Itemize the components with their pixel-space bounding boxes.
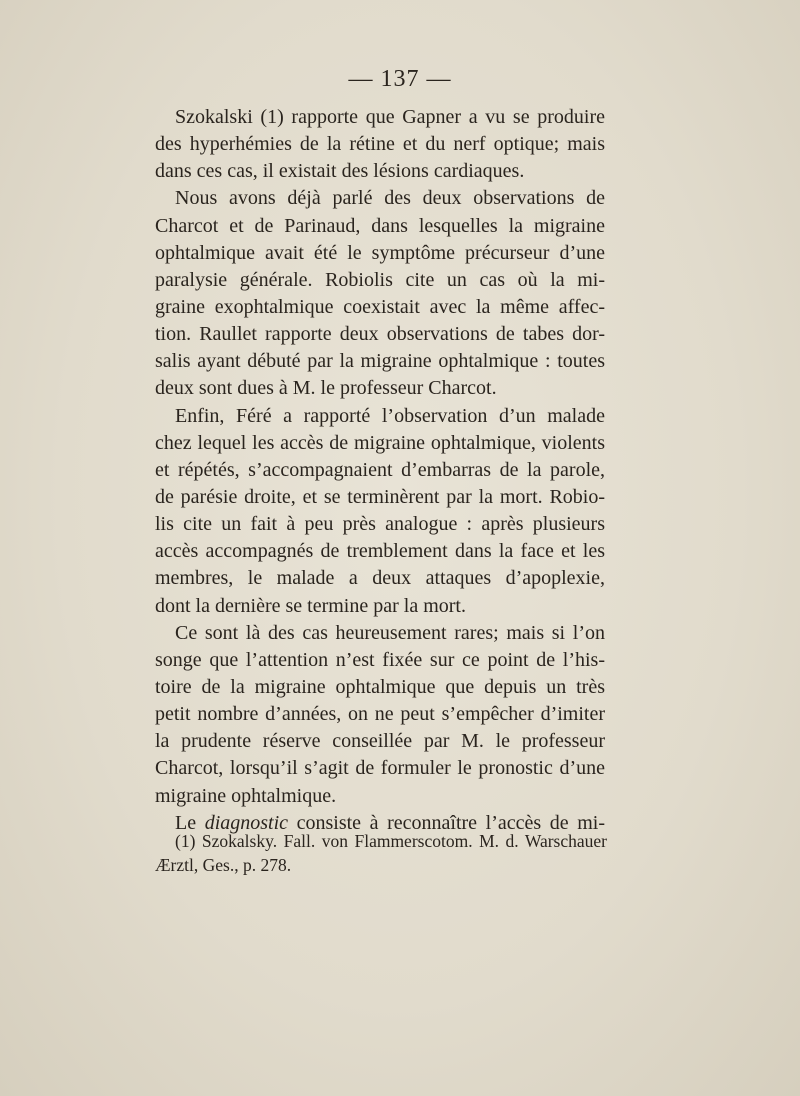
text-line: des hyperhémies de la rétine et du nerf optique; mais [155,133,605,156]
text-line: ophtalmique avait été le symptôme précurseur d’une [155,241,605,264]
footnote-line: (1) Szokalsky. Fall. von Flammerscotom. M. d. Warschauer [175,831,607,851]
text-line: chez lequel les accès de migraine ophtalmique, violents [155,431,605,454]
text-line: migraine ophtalmique. [155,784,337,807]
text-line: Szokalski (1) rapporte que Gapner a vu se produire [175,106,605,128]
footnotes [155,829,607,877]
italic-term: diagnostic [204,811,289,834]
text-line: membres, le malade a deux attaques d’apoplexie, [155,567,605,590]
footnote-line: Ærztl, Ges., p. 278. [155,855,292,875]
text-line: dont la dernière se termine par la mort. [155,594,466,617]
text-line: et répétés, s’accompagnaient d’embarras de la parole, [155,458,605,481]
text-line: Enfin, Féré a rapporté l’observation d’un malade [175,404,605,427]
text-line: graine exophtalmique coexistait avec la même affec- [155,295,605,318]
text-line: salis ayant débuté par la migraine ophtalmique : toutes [155,350,605,373]
text-line: la prudente réserve conseillée par M. le professeur [155,730,605,753]
text-line: de parésie droite, et se terminèrent par la mort. Robio- [155,485,605,508]
text-line: Nous avons déjà parlé des deux observations de [175,187,605,210]
body-text [155,104,605,837]
text-line: paralysie générale. Robiolis cite un cas où la mi- [155,268,605,291]
text-line: tion. Raullet rapporte deux observations de tabes dor- [155,323,605,346]
text-line: Ce sont là des cas heureusement rares; mais si l’on [175,621,605,644]
text-line: toire de la migraine ophtalmique que depuis un très [155,675,605,698]
text-line: dans ces cas, il existait des lésions cardiaques. [155,160,525,183]
text-line: lis cite un fait à peu près analogue : après plusieurs [155,513,605,536]
text-line: Charcot, lorsqu’il s’agit de formuler le pronostic d’une [155,757,605,780]
text-line: accès accompagnés de tremblement dans la face et les [155,540,605,563]
text-line: deux sont dues à M. le professeur Charcot. [155,377,497,400]
text-line-segment: Le [175,811,205,834]
page-number: — 137 — [348,66,452,92]
text-line: Charcot et de Parinaud, dans lesquelles la migraine [155,214,605,237]
text-line-segment: consiste à reconnaître l’accès de mi- [288,811,605,834]
text-line: petit nombre d’années, on ne peut s’empêcher d’imiter [155,703,605,726]
text-line: songe que l’attention n’est fixée sur ce point de l’his- [155,648,605,671]
